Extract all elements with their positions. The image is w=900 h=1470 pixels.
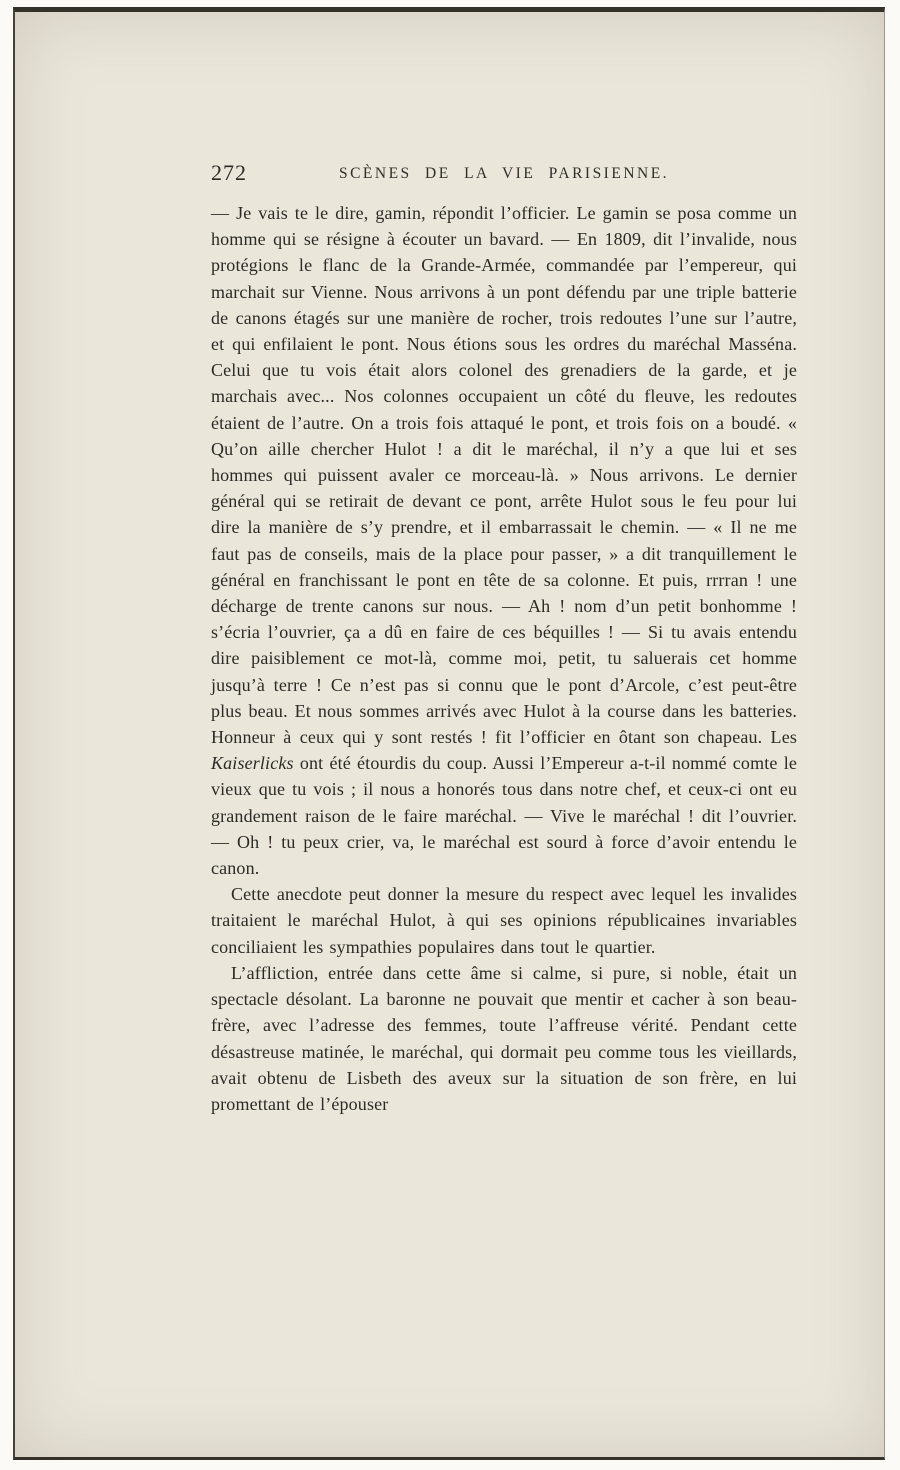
body-text [211,200,797,1117]
paragraph [211,960,797,1117]
text-run: — Je vais te le dire, gamin, répondit l’officier. Le gamin se posa comme un homme qui se résigne à écouter un bavard. — En 1809, dit l’invalide, nous protégions le flanc de la Grande-Armée, commandée par l’empereur, qui marchait sur Vienne. Nous arrivons à un pont défendu par une triple batterie de canons étagés sur une manière de rocher, trois redoutes l’une sur l’autre, et qui enfilaient le pont. Nous étions sous les ordres du maréchal Masséna. Celui que tu vois était alors colonel des grenadiers de la garde, et je marchais avec... Nos colonnes occupaient un côté du fleuve, les redoutes étaient de l’autre. On a trois fois attaqué le pont, et trois fois on a boudé. « Qu’on aille chercher Hulot ! a dit le maréchal, il n’y a que lui et ses hommes qui puissent avaler ce morceau-là. » Nous arrivons. Le dernier général qui se retirait de devant ce pont, arrête Hulot sous le feu pour lui dire la manière de s’y prendre, et il embarrassait le chemin. — « Il ne me faut pas de conseils, mais de la place pour passer, » a dit tranquillement le général en franchissant le pont en tête de sa colonne. Et puis, rrrran ! une décharge de trente canons sur nous. — Ah ! nom d’un petit bonhomme ! s’écria l’ouvrier, ça a dû en faire de ces béquilles ! — Si tu avais entendu dire paisiblement ce mot-là, comme moi, petit, tu saluerais cet homme jusqu’à terre ! Ce n’est pas si connu que le pont d’Arcole, c’est peut-être plus beau. Et nous sommes arrivés avec Hulot à la course dans les batteries. Honneur à ceux qui y sont restés ! fit l’officier en ôtant son chapeau. Les [211,203,797,748]
page-header [211,160,797,190]
paragraph [211,200,797,881]
paragraph [211,881,797,960]
running-header: SCÈNES DE LA VIE PARISIENNE. [338,165,670,182]
text-run: L’affliction, entrée dans cette âme si calme, si pure, si noble, était un spectacle désolant. La baronne ne pouvait que mentir et cacher à son beau-frère, avec l’adresse des femmes, toute l’affreuse vérité. Pendant cette désastreuse matinée, le maréchal, qui dormait peu comme tous les vieillards, avait obtenu de Lisbeth des aveux sur la situation de son frère, en lui promettant de l’épouser [211,962,797,1114]
page-number: 272 [211,160,247,185]
text-run: Cette anecdote peut donner la mesure du respect avec lequel les invalides traitaient le maréchal Hulot, à qui ses opinions républicaines invariables conciliaient les sympathies populaires dans tout le quartier. [211,884,797,957]
page-text-block [211,160,797,1117]
text-run: ont été étourdis du coup. Aussi l’Empereur a-t-il nommé comte le vieux que tu vois ; il nous a honorés tous dans notre chef, et ceux-ci ont eu grandement raison de le faire maréchal. — Vive le maréchal ! dit l’ouvrier. — Oh ! tu peux crier, va, le maréchal est sourd à force d’avoir entendu le canon. [211,753,797,879]
scanned-book-page [13,7,885,1460]
italic-text-run: Kaiserlicks [211,753,294,774]
